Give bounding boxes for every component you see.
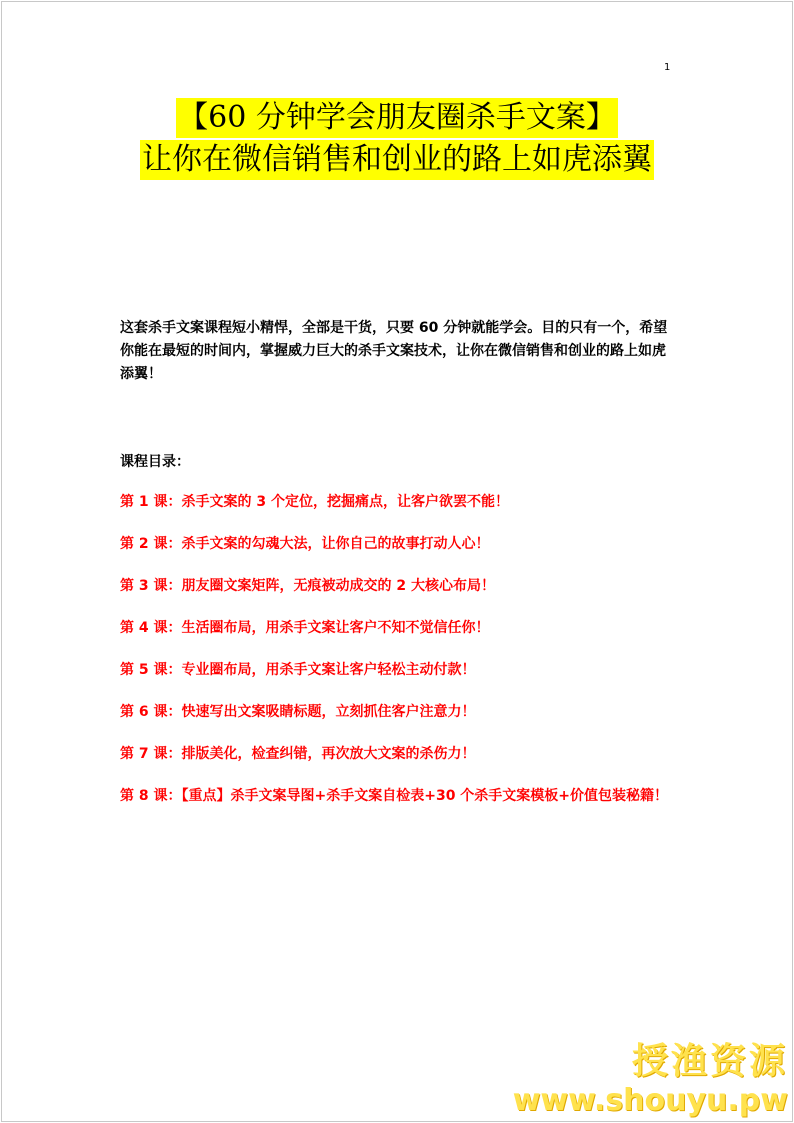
lesson-item: 第 1 课：杀手文案的 3 个定位，挖掘痛点，让客户欲罢不能！ bbox=[120, 494, 509, 510]
lesson-item: 第 5 课：专业圈布局，用杀手文案让客户轻松主动付款！ bbox=[120, 662, 476, 678]
document-title bbox=[0, 98, 794, 182]
toc-heading: 课程目录： bbox=[120, 454, 190, 470]
lesson-item: 第 3 课：朋友圈文案矩阵，无痕被动成交的 2 大核心布局！ bbox=[120, 578, 495, 594]
intro-paragraph: 这套杀手文案课程短小精悍，全部是干货，只要 60 分钟就能学会。目的只有一个，希望你能在最短的时间内，掌握威力巨大的杀手文案技术，让你在微信销售和创业的路上如虎添翼！ bbox=[120, 320, 668, 382]
watermark-url: www.shouyu.pw bbox=[512, 1083, 788, 1118]
page-number: 1 bbox=[664, 62, 671, 73]
lesson-item: 第 6 课：快速写出文案吸睛标题，立刻抓住客户注意力！ bbox=[120, 704, 476, 720]
title-line-1: 【60 分钟学会朋友圈杀手文案】 bbox=[176, 98, 618, 138]
lesson-item: 第 8 课：【重点】杀手文案导图+杀手文案自检表+30 个杀手文案模板+价值包装秘籍！ bbox=[120, 788, 669, 804]
watermark bbox=[513, 1040, 788, 1118]
lesson-item: 第 4 课：生活圈布局，用杀手文案让客户不知不觉信任你！ bbox=[120, 620, 490, 636]
watermark-brand: 授渔资源 bbox=[631, 1041, 788, 1082]
lesson-item: 第 7 课：排版美化，检查纠错，再次放大文案的杀伤力！ bbox=[120, 746, 476, 762]
lesson-item: 第 2 课：杀手文案的勾魂大法，让你自己的故事打动人心！ bbox=[120, 536, 490, 552]
title-line-2: 让你在微信销售和创业的路上如虎添翼 bbox=[140, 140, 654, 180]
lesson-list bbox=[120, 492, 680, 828]
